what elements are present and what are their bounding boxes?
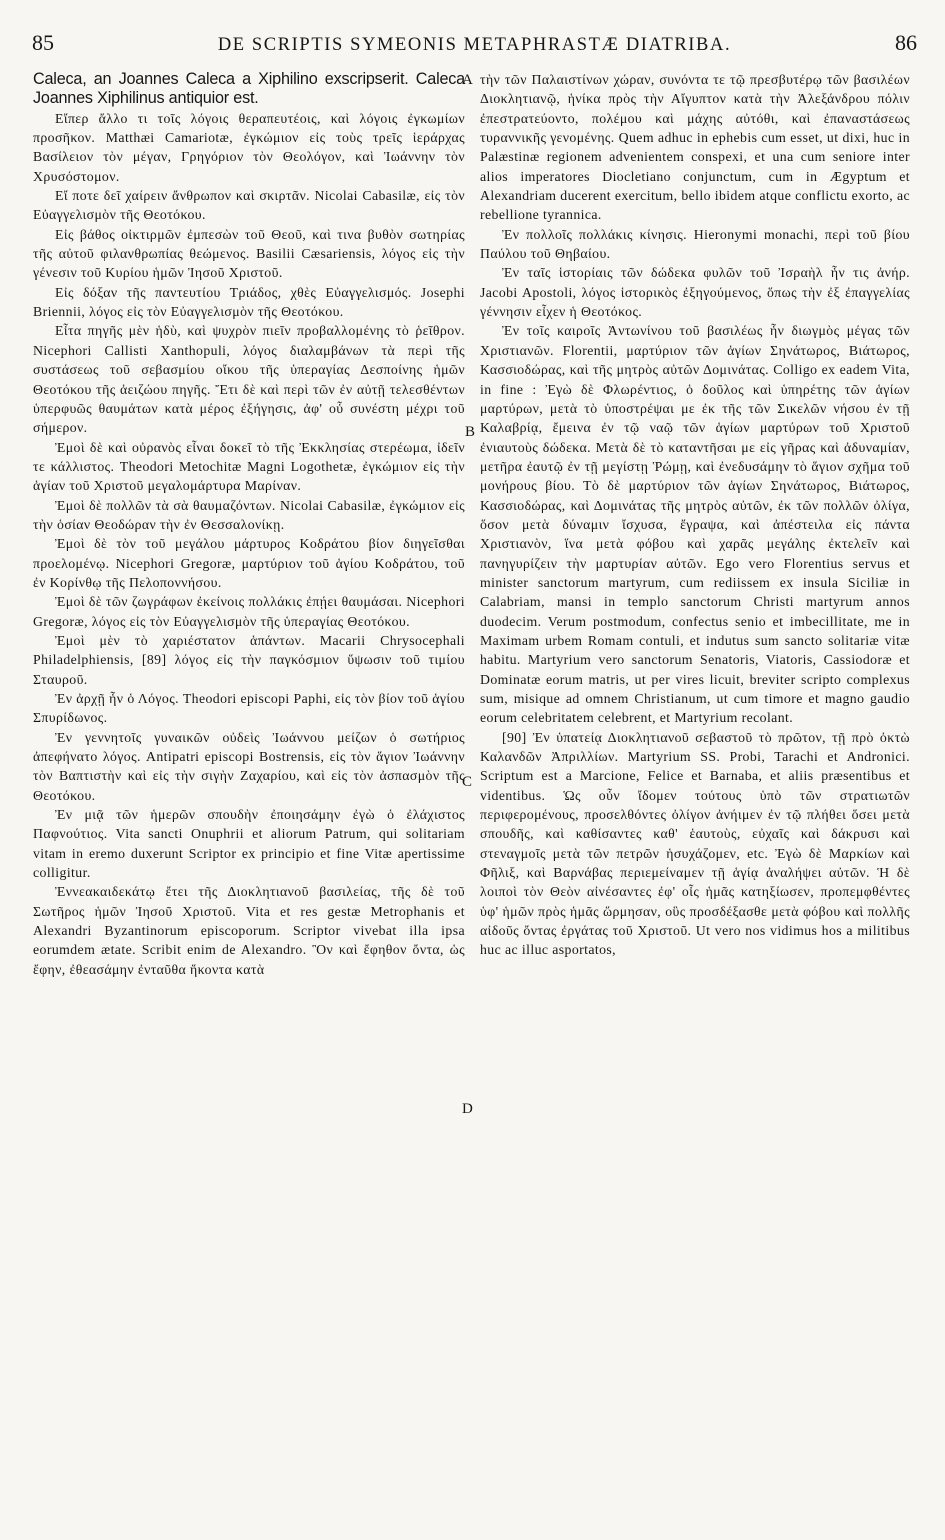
left-paragraph: Caleca, an Joannes Caleca a Xiphilino exscripserit. Caleca Joannes Xiphilinus antiquior est. — [33, 70, 465, 108]
left-paragraph: Ἐν ἀρχῇ ἦν ὁ Λόγος. Theodori episcopi Paphi, εἰς τὸν βίον τοῦ ἁγίου Σπυρίδωνος. — [33, 691, 465, 726]
running-title: DE SCRIPTIS SYMEONIS METAPHRASTÆ DIATRIBA. — [217, 35, 732, 55]
left-paragraph: Ἐμοὶ δὲ πολλῶν τὰ σὰ θαυμαζόντων. Nicolai Cabasilæ, ἐγκώμιον εἰς τὴν ὁσίαν Θεοδώραν τὴν ἐν Θεσσαλονίκῃ. — [33, 497, 465, 532]
left-paragraph: Εἶτα πηγῆς μὲν ἡδὺ, καὶ ψυχρὸν πιεῖν προβαλλομένης τὸ ῥεῖθρον. Nicephori Callisti Xanthopuli, λόγος διαλαμβάνων τὰ περὶ τῆς συστάσεως τοῦ σεβασμίου οἴκου τῆς ὑπεραγίας Δεσποίνης ἡμῶν Θεοτόκου τῆς ἀειζώου πηγῆς. Ἔτι δὲ καὶ περὶ τῶν ἐν αὐτῇ τελεσθέντων ὑπερφυῶς θαυμάτων κατὰ μέρος ἐξήγησις, ἀφ' οὗ συνέστη μέχρι τοῦ σήμερον. — [33, 323, 465, 436]
margin-marker-d: D — [462, 1101, 473, 1117]
running-header — [32, 30, 917, 64]
left-paragraph: Ἐμοὶ μὲν τὸ χαριέστατον ἁπάντων. Macarii Chrysocephali Philadelphiensis, [89] λόγος εἰς τὴν παγκόσμιον ὕψωσιν τοῦ τιμίου Σταυροῦ. — [33, 632, 465, 687]
left-paragraph: Ἐννεακαιδεκάτῳ ἔτει τῆς Διοκλητιανοῦ βασιλείας, τῆς δὲ τοῦ Σωτῆρος ἡμῶν Ἰησοῦ Χριστοῦ. Vita et res gestæ Metrophanis et Alexandri Byzantinorum episcoporum. Scriptor vivebat illa ipsa eorumdem ætate. Scribit enim de Alexandro. Ὃν καὶ ἔφηθον ὄντα, ὡς ἔφην, ἐθεασάμην ἐνταῦθα ἥκοντα κατὰ — [33, 884, 465, 977]
right-paragraph: [90] Ἐν ὑπατείᾳ Διοκλητιανοῦ σεβαστοῦ τὸ πρῶτον, τῇ πρὸ ὀκτὼ Καλανδῶν Ἀπριλλίων. Martyrium SS. Probi, Tarachi et Andronici. Scriptum est a Marcione, Felice et Barnaba, et aliis præsentibus et videntibus. Ὡς οὖν ἴδομεν τούτους ὑπὸ τῶν στρατιωτῶν περιφερομένους, προσελθόντες ὀλίγον ἀνήιμεν ἐν τῷ πλήθει ὅσει μετὰ σπουδῆς, καὶ καθίσαντες καθ' ἑαυτοὺς, εὐχαῖς καὶ δάκρυσι καὶ στεναγμοῖς μετὰ τῶν πετρῶν ἡσυχάζομεν, etc. Ἐγὼ δὲ Μαρκίων καὶ Φῆλιξ, καὶ Βαρνάβας περιεμείναμεν τῇ ἁγίᾳ ἀναλήψει αὐτῶν. Ἡ δὲ λοιποὶ τὸν Θεὸν αἰνέσαντες ἐφ' οἷς ἡμᾶς κατηξίωσεν, προπεμφθέντες ὑφ' ἡμῶν πρὸς ἡμᾶς ὥρμησαν, οὓς προσδέξασθε μετὰ φόβου καὶ πολλῆς αἰδοῦς ὄντας ἐργάτας τοῦ Χριστοῦ. Ut vero nos vidimus hos a militibus huc ac illuc asportatos, — [480, 729, 910, 958]
page-number-left: 85 — [32, 30, 54, 55]
left-column — [33, 70, 465, 979]
right-paragraph: Ἐν ταῖς ἱστορίαις τῶν δώδεκα φυλῶν τοῦ Ἰσραὴλ ἦν τις ἀνήρ. Jacobi Apostoli, λόγος ἱστορικὸς ἐξηγούμενος, ὅπως τὴν ἐξ ἐπαγγελίας γέννησιν εἶχεν ἡ Θεοτόκος. — [480, 265, 910, 320]
left-paragraph: Εἰς δόξαν τῆς παντευτίου Τριάδος, χθὲς Εὐαγγελισμός. Josephi Briennii, λόγος εἰς τὸν Εὐαγγελισμὸν τῆς Θεοτόκου. — [33, 284, 465, 320]
right-paragraph: τὴν τῶν Παλαιστίνων χώραν, συνόντα τε τῷ πρεσβυτέρῳ τῶν βασιλέων Διοκλητιανῷ, ἡνίκα πρὸς τὴν Αἴγυπτον κατὰ τὴν Ἀλεξάνδρου πόλιν ἐπεστρατεύοντο, πολέμου καὶ μάχης αὐτόθι, καὶ ἐπαναστάσεως τυραννικῆς γενομένης. Quem adhuc in ephebis cum esset, ut dixi, huc in Palæstinæ regionem advenientem conspexi, et una cum seniore inter alios imperatores Diocletiano conjunctum, cum in Ægyptum et Alexandriam ducerent exercitum, bello ibidem atque conflictu exorto, ac rebellione tyrannica. — [480, 72, 910, 223]
left-paragraph: Εἴπερ ἄλλο τι τοῖς λόγοις θεραπευτέοις, καὶ λόγοις ἐγκωμίων προσῆκον. Matthæi Camariotæ, ἐγκώμιον εἰς τοὺς τρεῖς ἱεράρχας Βασίλειον τὸν μέγαν, Γρηγόριον τὸν Θεολόγον, καὶ Ἰωάννην τὸν Χρυσόστομον. — [33, 110, 465, 184]
margin-marker-b: B — [465, 424, 476, 440]
left-paragraph: Ἐμοὶ δὲ καὶ οὐρανὸς εἶναι δοκεῖ τὸ τῆς Ἐκκλησίας στερέωμα, ἰδεῖν τε κάλλιστος. Theodori Metochitæ Magni Logothetæ, ἐγκώμιον εἰς τὴν ἁγίαν τοῦ Χριστοῦ μεγαλομάρτυρα Μαρίναν. — [33, 439, 465, 494]
right-paragraph: Ἐν πολλοῖς πολλάκις κίνησις. Hieronymi monachi, περὶ τοῦ βίου Παύλου τοῦ Θηβαίου. — [480, 226, 910, 262]
page-number-right: 86 — [895, 30, 917, 55]
left-paragraph: Ἐμοὶ δὲ τῶν ζωγράφων ἐκείνοις πολλάκις ἐπῄει θαυμάσαι. Nicephori Gregoræ, λόγος εἰς τὸν Εὐαγγελισμὸν τῆς ὑπεραγίας Θεοτόκου. — [33, 594, 465, 629]
left-paragraph: Ἐν γεννητοῖς γυναικῶν οὐδεὶς Ἰωάννου μείζων ὁ σωτήριος ἀπεφήνατο λόγος. Antipatri episcopi Bostrensis, εἰς τὸν ἅγιον Ἰωάννην τὸν Βαπτιστὴν καὶ εἰς τὴν σιγὴν Ζαχαρίου, καὶ εἰς τὸν ἀσπασμὸν τῆς Θεοτόκου. — [33, 729, 465, 803]
left-paragraph: Εἴ ποτε δεῖ χαίρειν ἄνθρωπον καὶ σκιρτᾶν. Nicolai Cabasilæ, εἰς τὸν Εὐαγγελισμὸν τῆς Θεοτόκου. — [33, 188, 465, 223]
left-paragraph: Εἰς βάθος οἰκτιρμῶν ἐμπεσὼν τοῦ Θεοῦ, καὶ τινα βυθὸν σωτηρίας τῆς αὐτοῦ φιλανθρωπίας θεώμενος. Basilii Cæsariensis, λόγος εἰς τὴν γένεσιν τοῦ Κυρίου ἡμῶν Ἰησοῦ Χριστοῦ. — [33, 226, 465, 281]
right-paragraph: Ἐν τοῖς καιροῖς Ἀντωνίνου τοῦ βασιλέως ἦν διωγμὸς μέγας τῶν Χριστιανῶν. Florentii, μαρτύριον τῶν ἁγίων Σηνάτωρος, Βιάτωρος, Κασσιοδώρας, καὶ τῆς μητρὸς αὐτῶν Δομινάτας. Colligo ex eadem Vita, in fine : Ἐγὼ δὲ Φλωρέντιος, ὁ δοῦλος καὶ ὑπηρέτης τῶν ἁγίων μαρτύρων, μετὰ τὸ ὑποστρέψαι με ἐκ τῆς τῶν Σικελῶν νήσου ἐν τῇ Καλαβρίᾳ, ἔμεινα ἐν τῷ ναῷ τῶν ἁγίων μαρτύρων τοῦ Χριστοῦ ἐνιαυτοὺς δώδεκα. Μετὰ δὲ τὸ καταντῆσαι με εἰς γῆρας καὶ ἀδυναμίαν, μετῆρα ἐαυτῷ ἐν τῇ μεγίστῃ Ῥώμῃ, καὶ ἐνεδυσάμην τὸ ἅγιον σχῆμα τοῦ μονήρους βίου. Τὸ δὲ μαρτύριον τῶν ἁγίων Σηνάτωρος, Βιάτωρος, Κασσιοδώρας, καὶ Δομινάτας τῆς μητρὸς αὐτῶν, ἐκ τῶν πολλῶν ὀλίγα, ὅσον μετὰ δύναμιν ἴσχυσα, ἔγραψα, καὶ ἀπέστειλα εἰς πάντα Χριστιανὸν, ἵνα μετὰ φόβου καὶ χαρᾶς μεγάλης ἐκτελεῖν καὶ πανηγυρίζειν τὴν μαρτυρίαν αὐτῶν. Ego vero Florentius servus et minister sanctorum martyrum, cum rediissem ex insula Siciliæ in Calabriam, mansi in templo sanctorum Christi martyrum annos duodecim. Verum postmodum, confectus senio et imbecillitate, me in Maximam urbem Romam contuli, et indutus sum sancto solitariæ vitæ habitu. Martyrium vero sanctorum Senatoris, Viatoris, Cassiodoræ et Dominatæ eorum matris, ut per vires licuit, breviter scripto complexus sum, misique ad omnem Christianum, ut cum timore et magno gaudio eorum celebritatem celebrent, et Martyrium recolant. — [480, 323, 910, 726]
left-paragraph: Ἐμοὶ δὲ τὸν τοῦ μεγάλου μάρτυρος Κοδράτου βίον διηγεῖσθαι προελομένῳ. Nicephori Gregoræ, μαρτύριον τοῦ ἁγίου Κοδράτου, τοῦ ἐν Κορίνθῳ τῆς Πελοποννήσου. — [33, 536, 465, 590]
margin-marker-a: A — [462, 72, 473, 88]
margin-marker-c: C — [462, 774, 473, 790]
left-paragraph: Ἐν μιᾷ τῶν ἡμερῶν σπουδὴν ἐποιησάμην ἐγὼ ὁ ἐλάχιστος Παφνούτιος. Vita sancti Onuphrii et aliorum Patrum, qui solitariam vitam in eremo duxerunt Scriptor ex principio et fine Vitæ apertissime colligitur. — [33, 807, 465, 881]
right-column — [480, 70, 910, 960]
